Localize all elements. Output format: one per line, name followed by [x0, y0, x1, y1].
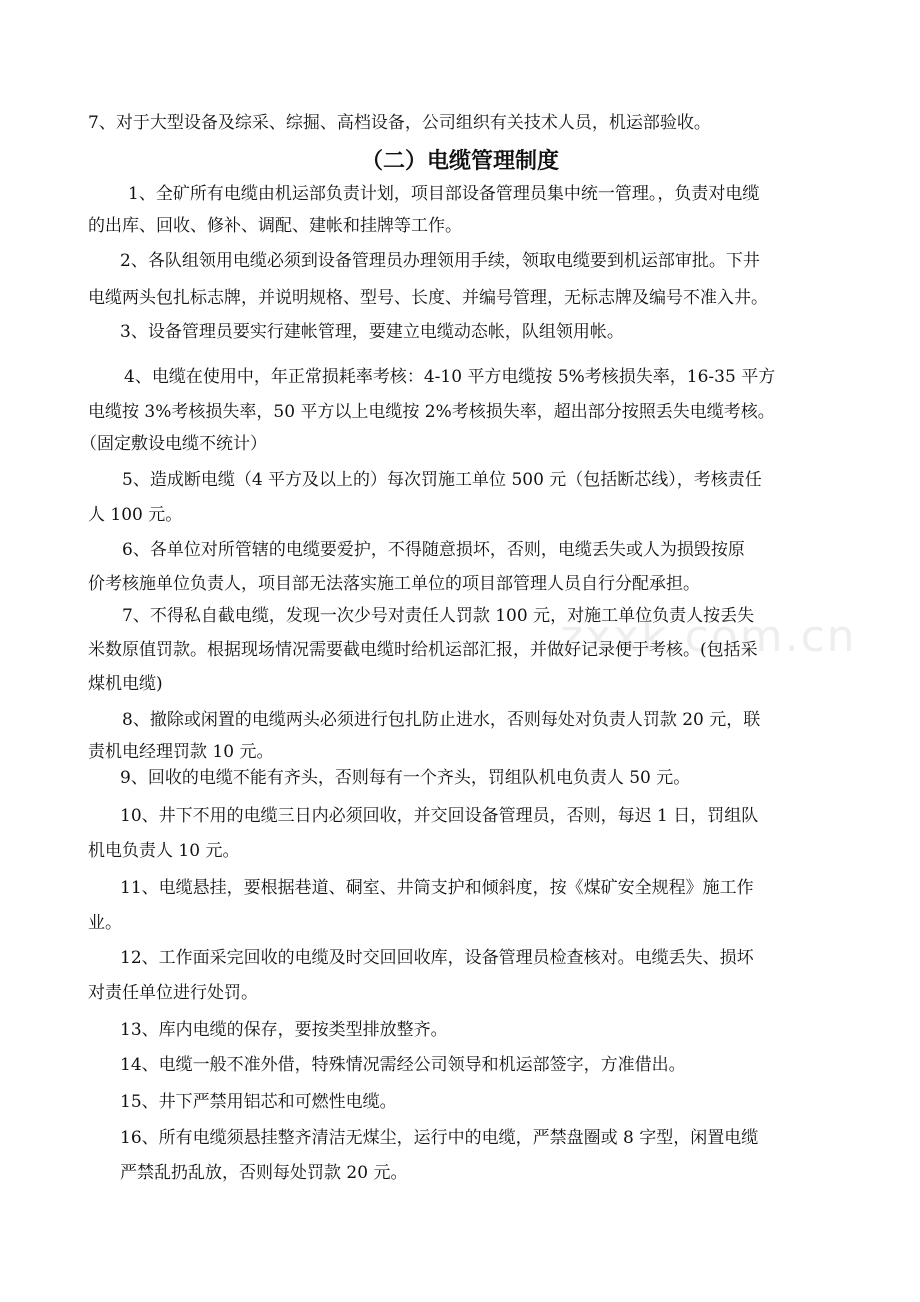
paragraph-line: 10、井下不用的电缆三日内必须回收，并交回设备管理员，否则，每迟 1 日，罚组队 — [120, 806, 759, 826]
paragraph-line: 严禁乱扔乱放，否则每处罚款 20 元。 — [120, 1163, 408, 1183]
paragraph-line: 9、回收的电缆不能有齐头，否则每有一个齐头，罚组队机电负责人 50 元。 — [120, 768, 691, 788]
section-title: （二）电缆管理制度 — [360, 149, 559, 174]
paragraph-line: 4、电缆在使用中，年正常损耗率考核：4-10 平方电缆按 5%考核损失率，16-35 平方 — [124, 367, 776, 387]
paragraph-line: 价考核施单位负责人，项目部无法落实施工单位的项目部管理人员自行分配承担。 — [88, 574, 700, 594]
paragraph-line: 13、库内电缆的保存，要按类型排放整齐。 — [120, 1020, 448, 1040]
paragraph-line: 业。 — [88, 913, 122, 933]
paragraph-line: 1、全矿所有电缆由机运部负责计划，项目部设备管理员集中统一管理。，负责对电缆 — [128, 184, 760, 204]
paragraph-line: 米数原值罚款。根据现场情况需要截电缆时给机运部汇报，并做好记录便于考核。(包括采 — [88, 640, 758, 660]
paragraph-line: 5、造成断电缆（4 平方及以上的）每次罚施工单位 500 元（包括断芯线），考核责任 — [122, 470, 762, 490]
paragraph-line: 机电负责人 10 元。 — [88, 841, 240, 861]
paragraph-line: 3、设备管理员要实行建帐管理，要建立电缆动态帐，队组领用帐。 — [120, 322, 624, 342]
paragraph-line: 2、各队组领用电缆必须到设备管理员办理领用手续，领取电缆要到机运部审批。下井 — [120, 251, 760, 271]
paragraph-line: 7、不得私自截电缆，发现一次少号对责任人罚款 100 元，对施工单位负责人按丢失 — [122, 606, 755, 626]
paragraph-line: 对责任单位进行处罚。 — [88, 983, 258, 1003]
paragraph-line: 煤机电缆) — [88, 674, 163, 694]
watermark: zxxk.com.cn — [560, 611, 857, 662]
paragraph-line: 人 100 元。 — [88, 505, 183, 525]
paragraph-line: 12、工作面采完回收的电缆及时交回回收库，设备管理员检查核对。电缆丢失、损坏 — [120, 948, 754, 968]
paragraph-line: 11、电缆悬挂，要根据巷道、硐室、井筒支护和倾斜度，按《煤矿安全规程》施工作 — [120, 878, 754, 898]
intro-item-7: 7、对于大型设备及综采、综掘、高档设备，公司组织有关技术人员，机运部验收。 — [88, 113, 711, 133]
paragraph-line: 责机电经理罚款 10 元。 — [88, 742, 274, 762]
paragraph-line: 电缆按 3%考核损失率，50 平方以上电缆按 2%考核损失率，超出部分按照丢失电缆考核。 — [88, 402, 775, 422]
paragraph-line: 6、各单位对所管辖的电缆要爱护，不得随意损坏，否则，电缆丢失或人为损毁按原 — [122, 540, 745, 560]
paragraph-line: 15、井下严禁用铝芯和可燃性电缆。 — [120, 1092, 397, 1112]
paragraph-line: 16、所有电缆须悬挂整齐清洁无煤尘，运行中的电缆，严禁盘圈或 8 字型，闲置电缆 — [120, 1128, 759, 1148]
paragraph-line: 8、撤除或闲置的电缆两头必须进行包扎防止进水，否则每处对负责人罚款 20 元，联 — [122, 710, 761, 730]
paragraph-line: 14、电缆一般不准外借，特殊情况需经公司领导和机运部签字，方准借出。 — [120, 1055, 686, 1075]
paragraph-line: （固定敷设电缆不统计） — [80, 434, 267, 454]
paragraph-line: 的出库、回收、修补、调配、建帐和挂牌等工作。 — [88, 216, 462, 236]
paragraph-line: 电缆两头包扎标志牌，并说明规格、型号、长度、并编号管理，无标志牌及编号不准入井。 — [88, 288, 768, 308]
